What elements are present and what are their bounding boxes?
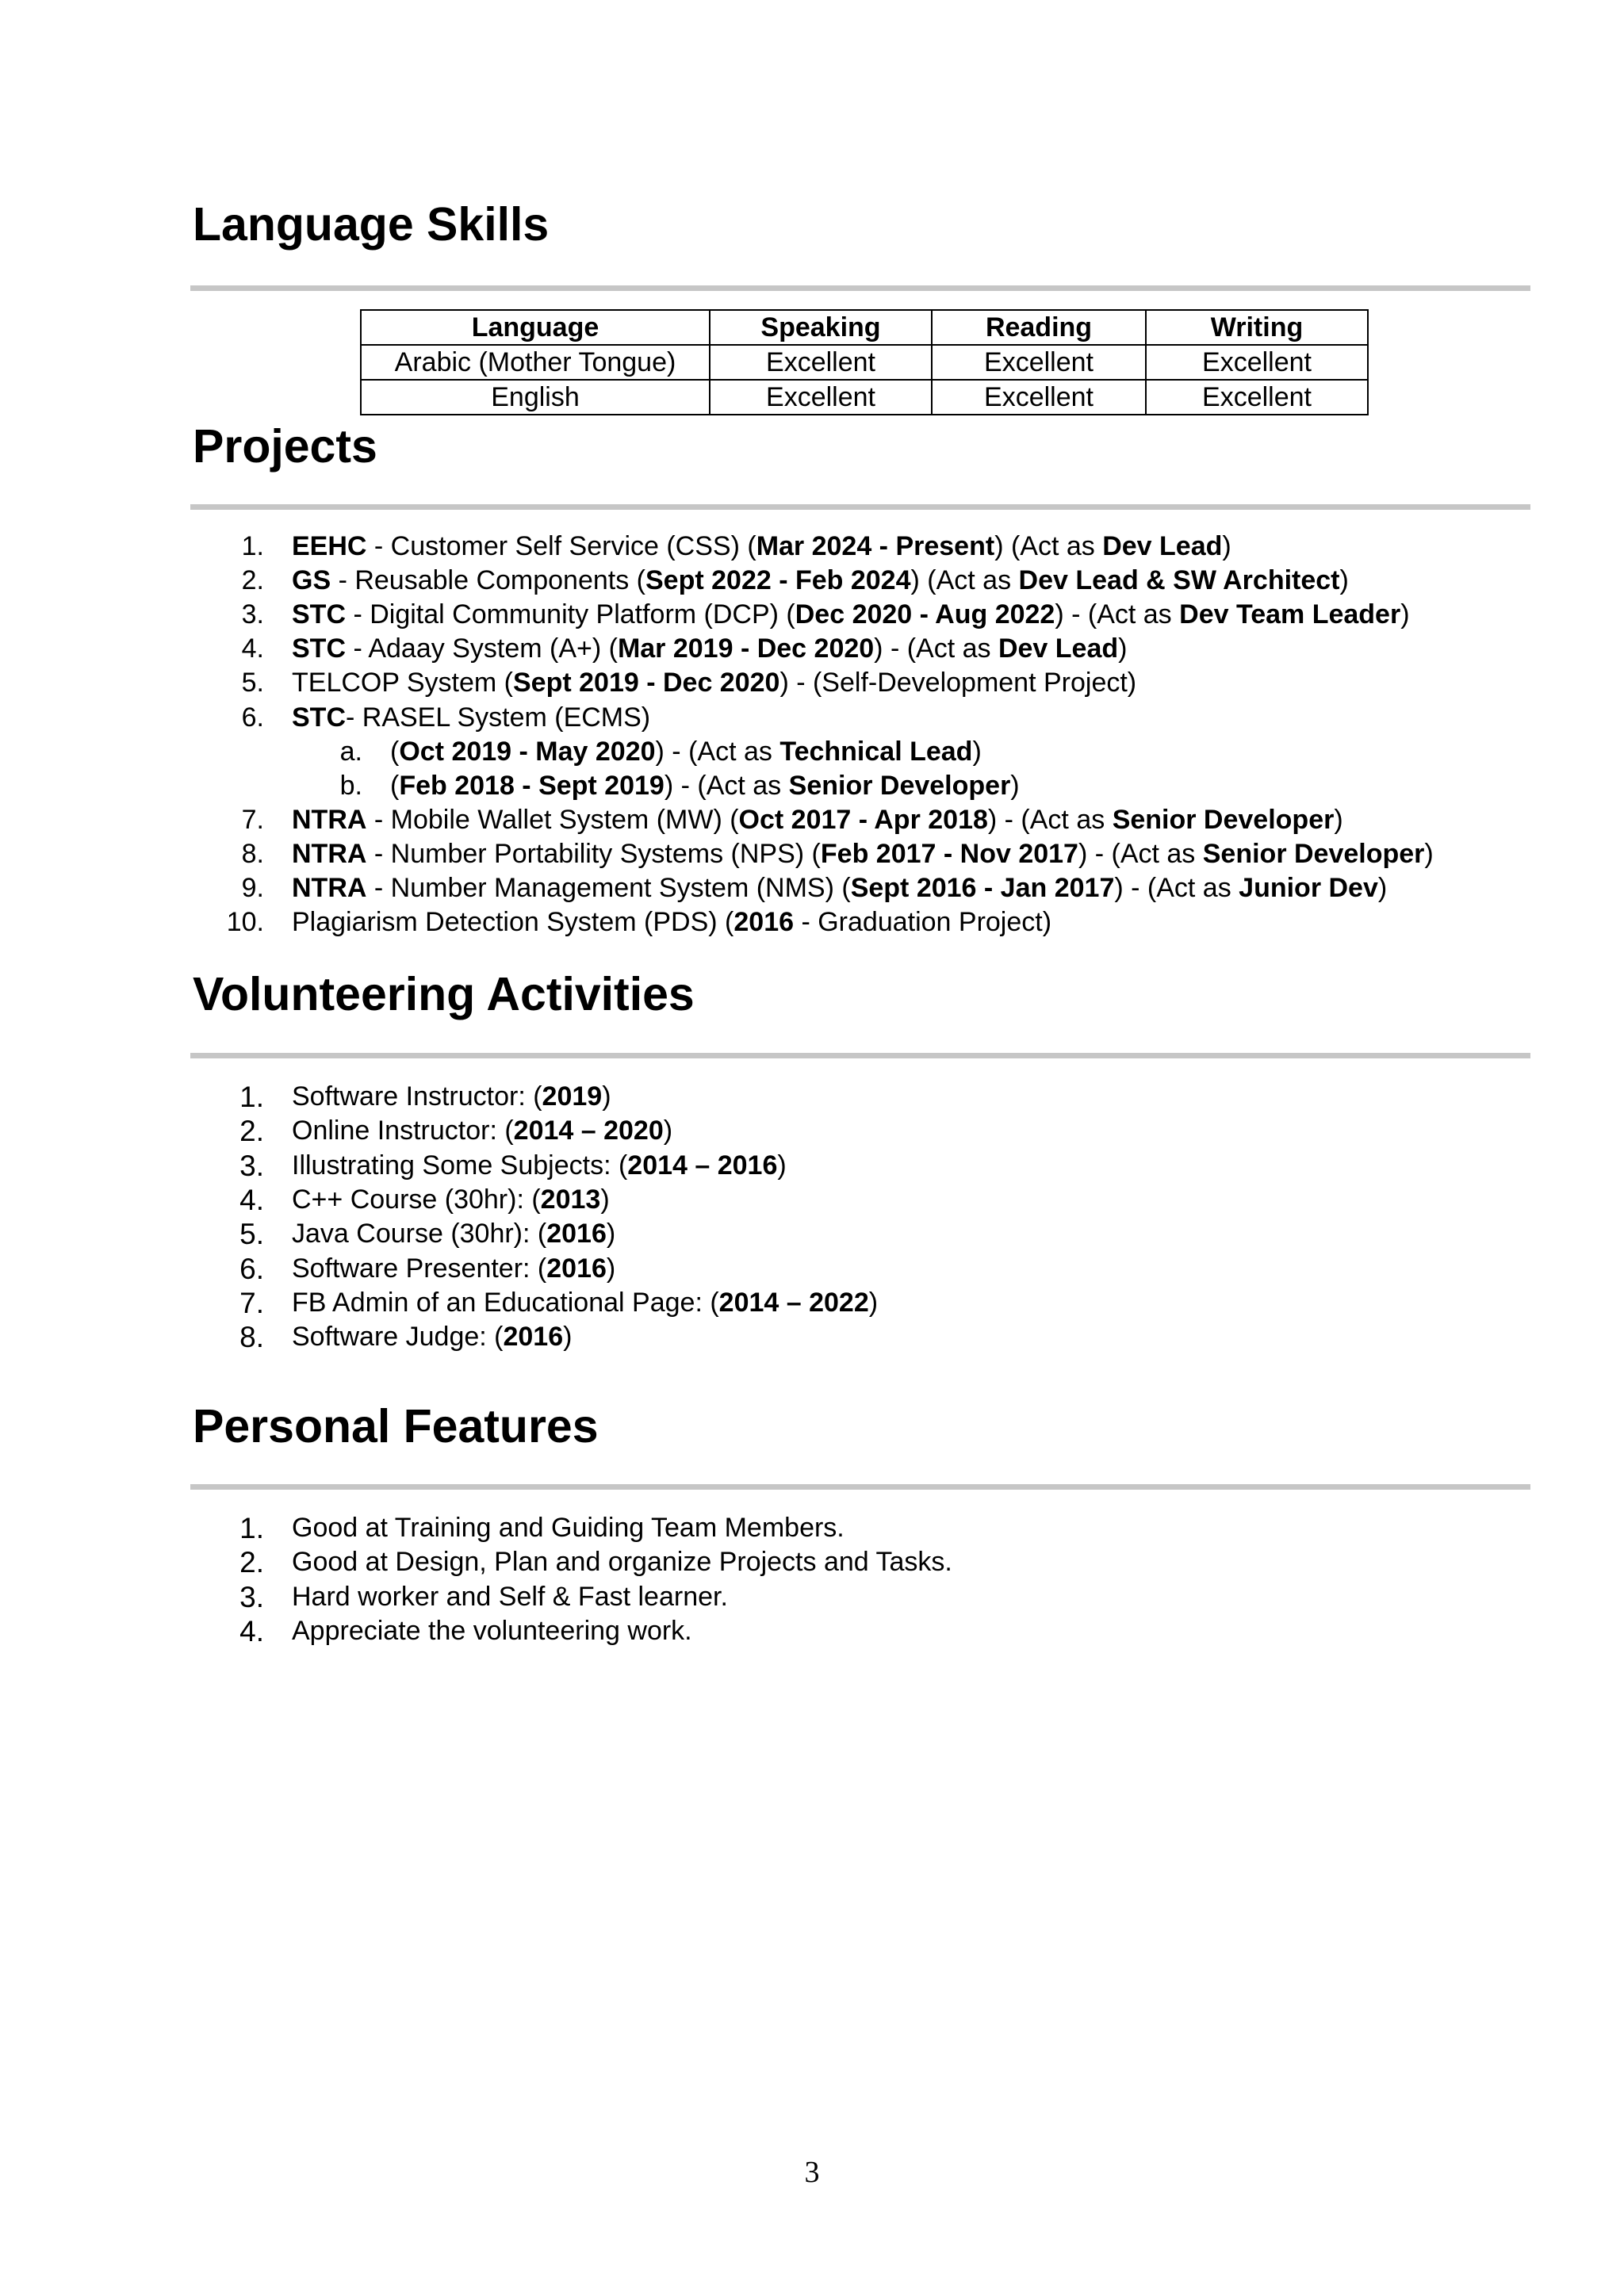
list-item-number: 2. <box>239 1115 264 1148</box>
list-item-number: 4. <box>241 633 264 664</box>
list-item-number: 3. <box>239 1149 264 1182</box>
table-header-cell: Writing <box>1146 310 1368 345</box>
list-item-number: 7. <box>241 804 264 835</box>
list-item-text: (Feb 2018 - Sept 2019) - (Act as Senior Developer) <box>390 770 1020 801</box>
list-item-number: 5. <box>241 668 264 698</box>
language-skills-table <box>360 309 1369 415</box>
list-item-number: 7. <box>239 1286 264 1319</box>
list-item-text: Good at Design, Plan and organize Projects and Tasks. <box>292 1547 952 1578</box>
heading-personal-features: Personal Features <box>193 1400 599 1452</box>
list-item-number: 2. <box>241 565 264 596</box>
table-header-row <box>361 310 1368 345</box>
list-item-number: 3. <box>239 1580 264 1613</box>
list-item-number: 4. <box>239 1183 264 1216</box>
list-item-text: Hard worker and Self & Fast learner. <box>292 1581 728 1612</box>
table-cell: Excellent <box>1146 345 1368 380</box>
section-divider <box>190 285 1530 291</box>
list-item-number: 4. <box>239 1614 264 1647</box>
list-item-number: 5. <box>239 1218 264 1251</box>
heading-volunteering-activities: Volunteering Activities <box>193 968 695 1020</box>
list-item-number: 3. <box>241 599 264 630</box>
table-header-cell: Reading <box>932 310 1146 345</box>
list-item-number: 10. <box>226 907 264 938</box>
table-cell: Excellent <box>710 345 932 380</box>
list-item-text: STC - Digital Community Platform (DCP) (Dec 2020 - Aug 2022) - (Act as Dev Team Leader) <box>292 599 1410 630</box>
table-header-cell: Language <box>361 310 710 345</box>
page-number: 3 <box>804 2156 820 2189</box>
list-item-text: Online Instructor: (2014 – 2020) <box>292 1115 673 1146</box>
list-item-text: Illustrating Some Subjects: (2014 – 2016) <box>292 1150 787 1181</box>
table-cell: Excellent <box>932 380 1146 415</box>
list-item-text: Appreciate the volunteering work. <box>292 1615 692 1646</box>
list-item-number: 8. <box>241 838 264 869</box>
list-item-text: C++ Course (30hr): (2013) <box>292 1184 610 1215</box>
table-cell: Excellent <box>1146 380 1368 415</box>
list-item-text: EEHC - Customer Self Service (CSS) (Mar 2024 - Present) (Act as Dev Lead) <box>292 531 1231 561</box>
list-item-text: TELCOP System (Sept 2019 - Dec 2020) - (Self-Development Project) <box>292 668 1137 698</box>
list-item-text: Software Judge: (2016) <box>292 1322 573 1353</box>
list-item-number: a. <box>339 736 362 767</box>
section-divider <box>190 1053 1530 1058</box>
heading-language-skills: Language Skills <box>193 198 550 251</box>
list-item-number: 6. <box>241 702 264 733</box>
table-cell: Excellent <box>932 345 1146 380</box>
list-item-text: GS - Reusable Components (Sept 2022 - Feb 2024) (Act as Dev Lead & SW Architect) <box>292 565 1349 596</box>
list-item-text: STC - Adaay System (A+) (Mar 2019 - Dec 2020) - (Act as Dev Lead) <box>292 633 1128 664</box>
list-item-text: Good at Training and Guiding Team Members. <box>292 1513 845 1543</box>
table-header-cell: Speaking <box>710 310 932 345</box>
table-cell: Excellent <box>710 380 932 415</box>
section-divider <box>190 504 1530 510</box>
list-item-text: Java Course (30hr): (2016) <box>292 1219 616 1249</box>
list-item-text: NTRA - Mobile Wallet System (MW) (Oct 2017 - Apr 2018) - (Act as Senior Developer) <box>292 804 1343 835</box>
list-item-number: 2. <box>239 1546 264 1579</box>
table-row <box>361 380 1368 415</box>
list-item-text: Software Instructor: (2019) <box>292 1081 611 1112</box>
list-item-number: b. <box>339 770 362 801</box>
list-item-text: STC- RASEL System (ECMS) <box>292 702 651 733</box>
list-item-number: 9. <box>241 873 264 903</box>
heading-projects: Projects <box>193 420 377 473</box>
list-item-text: NTRA - Number Portability Systems (NPS) (Feb 2017 - Nov 2017) - (Act as Senior Developer) <box>292 838 1434 869</box>
list-item-text: (Oct 2019 - May 2020) - (Act as Technical Lead) <box>390 736 982 767</box>
list-item-number: 1. <box>239 1081 264 1113</box>
list-item-number: 8. <box>239 1321 264 1354</box>
table-cell: English <box>361 380 710 415</box>
table-cell: Arabic (Mother Tongue) <box>361 345 710 380</box>
section-divider <box>190 1484 1530 1490</box>
list-item-number: 1. <box>239 1512 264 1544</box>
list-item-text: FB Admin of an Educational Page: (2014 – 2022) <box>292 1287 879 1318</box>
list-item-text: Software Presenter: (2016) <box>292 1253 616 1284</box>
list-item-text: NTRA - Number Management System (NMS) (Sept 2016 - Jan 2017) - (Act as Junior Dev) <box>292 873 1388 903</box>
list-item-number: 1. <box>241 531 264 561</box>
list-item-text: Plagiarism Detection System (PDS) (2016 - Graduation Project) <box>292 907 1052 938</box>
table-row <box>361 345 1368 380</box>
list-item-number: 6. <box>239 1252 264 1285</box>
